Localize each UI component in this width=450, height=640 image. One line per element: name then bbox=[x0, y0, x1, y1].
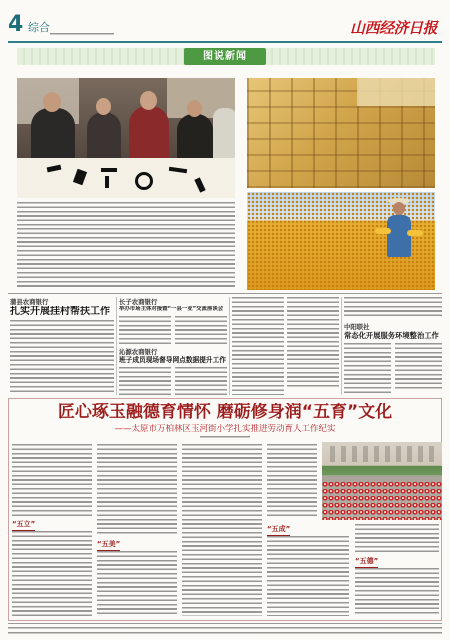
feature-subtitle: ——太原市万柏林区玉河街小学扎实推进劳动育人工作纪实 bbox=[114, 424, 336, 434]
brush-stroke bbox=[135, 172, 153, 190]
article-source: 长子农商银行 bbox=[119, 298, 158, 306]
article-headline: 扎实开展挂村帮扶工作 bbox=[10, 306, 110, 317]
building-windows bbox=[330, 446, 434, 462]
feature-byline bbox=[200, 436, 250, 439]
brush-stroke bbox=[105, 176, 109, 188]
feature-subhead: “五德” bbox=[355, 556, 378, 568]
column-divider bbox=[116, 297, 117, 395]
footer-info bbox=[8, 627, 442, 630]
column-divider bbox=[229, 297, 230, 395]
corn-cob bbox=[375, 228, 391, 234]
article-headline: 常态化开展服务环境整治工作 bbox=[344, 331, 439, 340]
article-headline: 举办市场主体对接暨“一县一业”交流座谈会 bbox=[119, 306, 224, 312]
students-photo bbox=[322, 442, 442, 520]
person-figure bbox=[177, 114, 213, 164]
feature-body bbox=[12, 444, 92, 516]
article-headline: 班子成员现场督导网点数据提升工作 bbox=[119, 356, 226, 364]
feature-body bbox=[97, 551, 177, 616]
person-head bbox=[43, 92, 61, 112]
calligraphy-photo bbox=[17, 78, 235, 198]
person-head bbox=[187, 100, 202, 117]
article-body bbox=[344, 343, 391, 395]
calligraphy-paper bbox=[17, 158, 235, 198]
brush-stroke bbox=[101, 168, 117, 172]
feature-body bbox=[12, 531, 92, 616]
feature-body bbox=[267, 444, 317, 518]
feature-body bbox=[355, 568, 439, 616]
student-rows bbox=[322, 482, 442, 520]
person-head bbox=[140, 91, 157, 110]
dateline bbox=[50, 33, 114, 37]
header-rule bbox=[8, 41, 442, 43]
article-body bbox=[119, 367, 171, 395]
section-divider bbox=[8, 293, 442, 294]
feature-body bbox=[267, 536, 349, 616]
corn-cob bbox=[407, 230, 423, 236]
feature-body bbox=[97, 444, 177, 536]
article-source: 中阳联社 bbox=[344, 323, 370, 331]
footer-rule bbox=[8, 623, 442, 624]
article-source: 沁源农商银行 bbox=[119, 348, 158, 356]
page-number: 4 bbox=[8, 12, 24, 37]
person-figure bbox=[129, 106, 169, 164]
article-body bbox=[175, 367, 227, 395]
masthead-logo: 山西经济日报 bbox=[350, 19, 438, 37]
grain-mats-photo bbox=[247, 78, 435, 188]
feature-subhead: “五立” bbox=[12, 519, 35, 531]
corn-harvest-photo bbox=[247, 192, 435, 290]
person-head bbox=[96, 98, 111, 115]
article-body bbox=[344, 297, 442, 319]
photo-news-title: 图说新闻 bbox=[184, 48, 266, 65]
article-body bbox=[232, 297, 284, 395]
article-body bbox=[10, 320, 114, 395]
photo-caption bbox=[17, 272, 235, 288]
footer-info bbox=[8, 632, 442, 635]
photo-caption bbox=[17, 202, 235, 226]
person-figure bbox=[87, 112, 121, 164]
photo-caption bbox=[17, 250, 235, 270]
feature-subhead: “五美” bbox=[97, 539, 120, 551]
feature-headline: 匠心琢玉融德育情怀 磨砺修身润“五育”文化 bbox=[57, 403, 393, 422]
article-body bbox=[287, 297, 339, 387]
column-divider bbox=[341, 297, 342, 395]
article-source: 蒲县农商银行 bbox=[10, 298, 49, 306]
photo-caption bbox=[17, 228, 235, 248]
article-body bbox=[175, 316, 227, 344]
feature-body bbox=[355, 524, 439, 552]
section-title: 综合 bbox=[28, 21, 50, 34]
article-body bbox=[119, 316, 171, 344]
feature-body bbox=[182, 444, 262, 616]
feature-subhead: “五成” bbox=[267, 524, 290, 536]
article-body bbox=[395, 343, 442, 391]
farmer-body bbox=[387, 215, 411, 257]
farmer-head bbox=[393, 202, 405, 215]
photo-highlight bbox=[357, 78, 435, 106]
